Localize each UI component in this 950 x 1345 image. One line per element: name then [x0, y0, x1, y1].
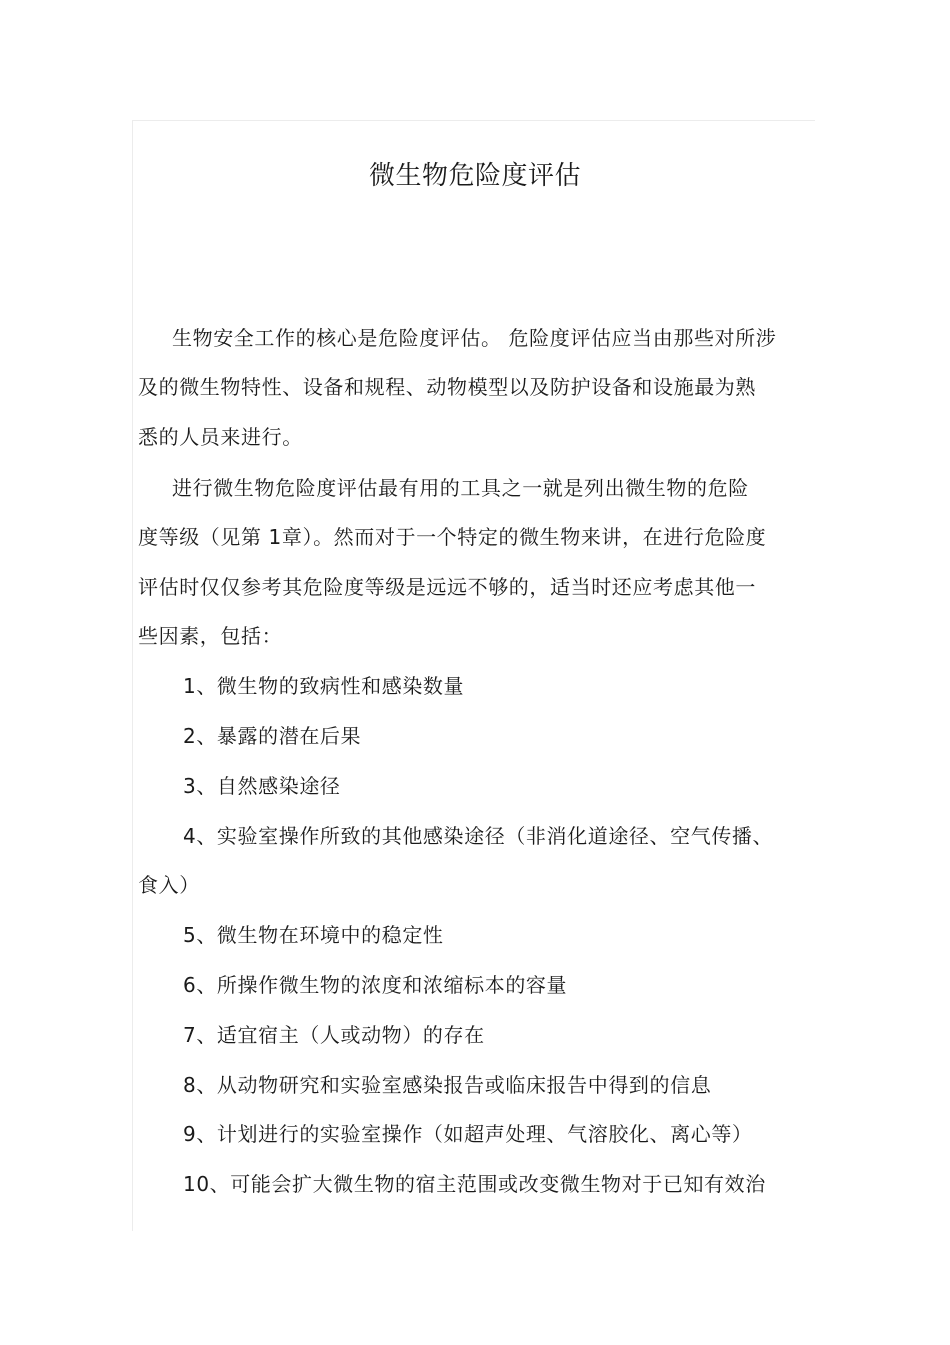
list-item-8: 8、从动物研究和实验室感染报告或临床报告中得到的信息 — [183, 1073, 712, 1097]
list-item-4: 4、实验室操作所致的其他感染途径（非消化道途径、空气传播、 — [183, 824, 774, 848]
paragraph-2-line-1: 进行微生物危险度评估最有用的工具之一就是列出微生物的危险 — [172, 476, 749, 500]
list-item-3: 3、自然感染途径 — [183, 774, 341, 798]
paragraph-2-line-4: 些因素，包括： — [138, 624, 283, 648]
list-item-5: 5、微生物在环境中的稳定性 — [183, 923, 444, 947]
paragraph-1-line-2: 及的微生物特性、设备和规程、动物模型以及防护设备和设施最为熟 — [138, 375, 756, 399]
document-title: 微生物危险度评估 — [368, 161, 581, 191]
list-item-9: 9、计划进行的实验室操作（如超声处理、气溶胶化、离心等） — [183, 1122, 753, 1146]
list-item-7: 7、适宜宿主（人或动物）的存在 — [183, 1023, 485, 1047]
list-item-10: 10、可能会扩大微生物的宿主范围或改变微生物对于已知有效治 — [183, 1172, 766, 1196]
paragraph-2-line-3: 评估时仅仅参考其危险度等级是远远不够的，适当时还应考虑其他一 — [138, 575, 756, 599]
list-item-1: 1、微生物的致病性和感染数量 — [183, 674, 465, 698]
paragraph-1-line-3: 悉的人员来进行。 — [138, 425, 303, 449]
list-item-6: 6、所操作微生物的浓度和浓缩标本的容量 — [183, 973, 568, 997]
list-item-2: 2、暴露的潜在后果 — [183, 724, 362, 748]
paragraph-1-line-1: 生物安全工作的核心是危险度评估。 危险度评估应当由那些对所涉 — [172, 326, 777, 350]
list-item-4-continuation: 食入） — [138, 873, 200, 897]
paragraph-2-line-2: 度等级（见第 1章）。然而对于一个特定的微生物来讲，在进行危险度 — [138, 525, 767, 549]
